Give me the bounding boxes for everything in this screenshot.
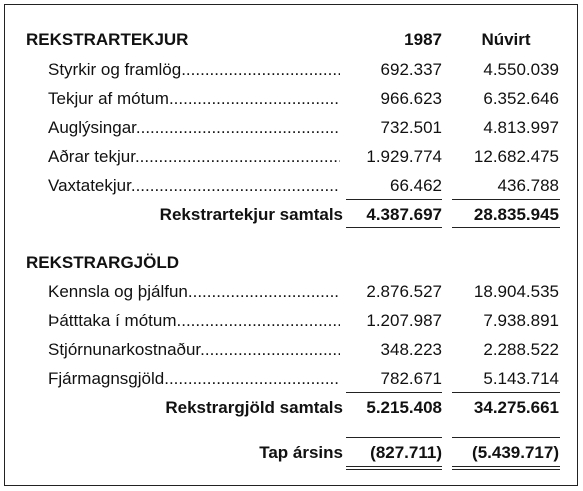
result-1987: (827.711) (370, 443, 442, 462)
expense-item-current: 18.904.535 (473, 282, 559, 301)
revenue-item-1987: 732.501 (380, 118, 442, 137)
expense-item-current: 7.938.891 (483, 311, 559, 330)
revenue-item-1987: 1.929.774 (366, 147, 442, 166)
revenue-total-current: 28.835.945 (473, 205, 559, 224)
expenses-total-1987: 5.215.408 (366, 398, 442, 417)
total-rule (346, 227, 442, 228)
result-current: (5.439.717) (472, 443, 559, 462)
expense-item-1987: 348.223 (380, 340, 442, 359)
result-double-rule (452, 466, 560, 467)
subtotal-rule (452, 199, 560, 200)
revenue-item-current: 436.788 (497, 176, 559, 195)
expenses-heading: REKSTRARGJÖLD (26, 253, 180, 272)
column-header-1987: 1987 (404, 30, 442, 49)
column-header-current: Núvirt (481, 30, 531, 49)
revenue-item-current: 4.813.997 (483, 118, 559, 137)
subtotal-rule (452, 392, 560, 393)
expense-item-label: Stjórnunarkostnaður ..... (48, 340, 340, 360)
result-double-rule (346, 466, 442, 467)
expense-item-1987: 1.207.987 (366, 311, 442, 330)
revenue-item-label: Styrkir og framlög ..... (48, 60, 340, 80)
expense-item-label: Þátttaka í mótum ..... (48, 311, 340, 331)
revenue-total-1987: 4.387.697 (366, 205, 442, 224)
revenue-item-1987: 966.623 (380, 89, 442, 108)
revenue-item-current: 4.550.039 (483, 60, 559, 79)
revenue-item-1987: 66.462 (390, 176, 442, 195)
expense-item-current: 2.288.522 (483, 340, 559, 359)
result-rule-top (452, 437, 560, 438)
revenue-total-label: Rekstrartekjur samtals (159, 205, 343, 224)
expense-item-label: Kennsla og þjálfun ..... (48, 282, 340, 302)
revenue-item-label: Auglýsingar ..... (48, 118, 340, 138)
revenue-heading: REKSTRARTEKJUR (26, 30, 189, 49)
expenses-total-label: Rekstrargjöld samtals (165, 398, 343, 417)
revenue-item-label: Aðrar tekjur ..... (48, 147, 340, 167)
result-double-rule (346, 469, 442, 470)
total-rule (452, 227, 560, 228)
expense-item-current: 5.143.714 (483, 369, 559, 388)
result-double-rule (452, 469, 560, 470)
revenue-item-current: 12.682.475 (473, 147, 559, 166)
revenue-item-1987: 692.337 (380, 60, 442, 79)
expense-item-1987: 2.876.527 (366, 282, 442, 301)
expense-item-1987: 782.671 (380, 369, 442, 388)
expenses-total-current: 34.275.661 (473, 398, 559, 417)
subtotal-rule (346, 392, 442, 393)
result-rule-top (346, 437, 442, 438)
revenue-item-label: Vaxtatekjur ..... (48, 176, 340, 196)
result-label: Tap ársins (259, 443, 343, 462)
expense-item-label: Fjármagnsgjöld ..... (48, 369, 340, 389)
subtotal-rule (346, 199, 442, 200)
revenue-item-label: Tekjur af mótum ..... (48, 89, 340, 109)
revenue-item-current: 6.352.646 (483, 89, 559, 108)
